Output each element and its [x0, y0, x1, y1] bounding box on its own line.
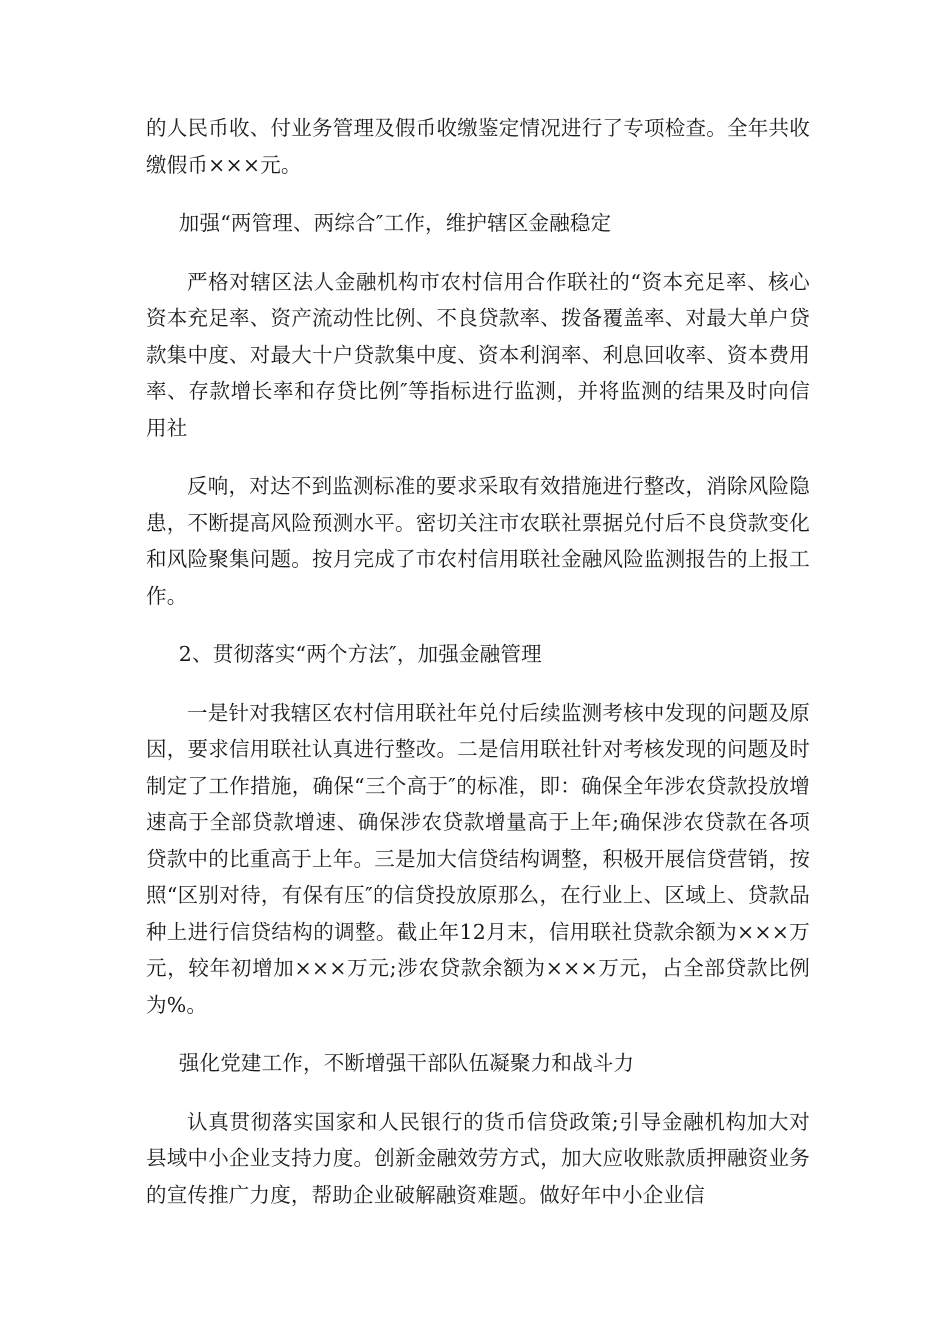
section-heading-financial-stability: 加强“两管理、两综合″工作，维护辖区金融稳定 [178, 211, 612, 235]
paragraph-credit-structure: 一是针对我辖区农村信用联社年兑付后续监测考核中发现的问题及原因，要求信用联社认真进行整改。二是信用联社针对考核发现的问题及时制定了工作措施，确保“三个高于″的标准，即：确保全年涉农贷款投放增速高于全部贷款增速、确保涉农贷款增量高于上年;确保涉农贷款在各项贷款中的比重高于上年。三是加大信贷结构调整，积极开展信贷营销，按照“区别对待，有保有压″的信贷投放原那么，在行业上、区域上、贷款品种上进行信贷结构的调整。截止年12月末，信用联社贷款余额为×××万元，较年初增加×××万元;涉农贷款余额为×××万元，占全部贷款比例为%。 [146, 700, 810, 1017]
section-heading-party-building: 强化党建工作，不断增强干部队伍凝聚力和战斗力 [178, 1051, 635, 1075]
document-body [146, 110, 810, 1235]
paragraph-monitoring-indicators: 严格对辖区法人金融机构市农村信用合作联社的“资本充足率、核心资本充足率、资产流动性比例、不良贷款率、拨备覆盖率、对最大单户贷款集中度、对最大十户贷款集中度、资本利润率、利息回收率、资本费用率、存款增长率和存贷比例″等指标进行监测，并将监测的结果及时向信用社 [146, 269, 810, 440]
paragraph-counterfeit-summary: 的人民币收、付业务管理及假币收缴鉴定情况进行了专项检查。全年共收缴假币×××元。 [146, 116, 810, 177]
paragraph-sme-support: 认真贯彻落实国家和人民银行的货币信贷政策;引导金融机构加大对县域中小企业支持力度。创新金融效劳方式，加大应收账款质押融资业务的宣传推广力度，帮助企业破解融资难题。做好年中小企业信 [146, 1109, 810, 1207]
paragraph-rectification: 反响，对达不到监测标准的要求采取有效措施进行整改，消除风险隐患，不断提高风险预测水平。密切关注市农联社票据兑付后不良贷款变化和风险聚集问题。按月完成了市农村信用联社金融风险监测报告的上报工作。 [146, 474, 810, 608]
section-heading-two-methods: 2、贯彻落实“两个方法″，加强金融管理 [178, 642, 542, 666]
